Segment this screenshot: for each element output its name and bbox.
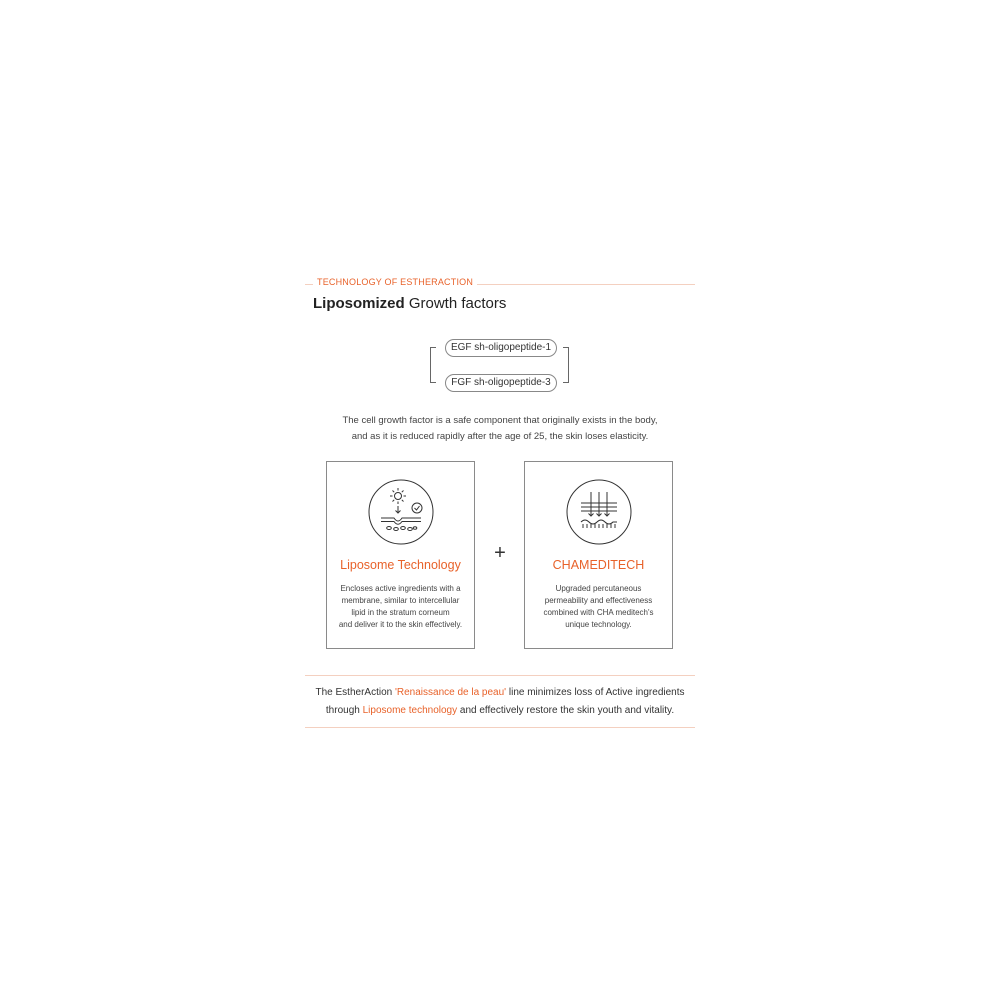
intro-line-1: The cell growth factor is a safe component that originally exists in the body, [342,415,658,426]
section-label: TECHNOLOGY OF ESTHERACTION [313,277,477,287]
card-desc-line: unique technology. [565,620,632,629]
liposome-technology-card [326,461,475,649]
card-desc-line: Upgraded percutaneous [555,584,642,593]
card-desc-line: permeability and effectiveness [544,596,653,605]
intro-line-2: and as it is reduced rapidly after the age of 25, the skin loses elasticity. [351,431,649,442]
summary-text-part: line minimizes loss of Active ingredients [506,687,685,698]
left-bracket [430,347,436,383]
summary-line-2 [300,702,700,720]
summary-accent: 'Renaissance de la peau' [394,687,507,698]
card-desc-line: Encloses active ingredients with a [340,584,461,593]
skin-permeation-icon [565,478,633,546]
summary-text-part: through [325,705,363,716]
summary-divider-bottom [305,727,695,728]
summary-text [300,684,700,720]
egf-pill: EGF sh-oligopeptide-1 [445,339,557,357]
card-desc-line: lipid in the stratum corneum [351,608,450,617]
chameditech-desc [525,583,672,631]
intro-text [300,413,700,445]
liposome-technology-desc [327,583,474,631]
page-title [313,295,506,312]
card-desc-line: combined with CHA meditech's [543,608,654,617]
sun-skin-absorption-icon [367,478,435,546]
card-desc-line: and deliver it to the skin effectively. [338,620,463,629]
summary-text-part: and effectively restore the skin youth and vitality. [457,705,675,716]
plus-sign: + [494,542,506,564]
chameditech-card [524,461,673,649]
page-title-bold: Liposomized [313,295,405,312]
liposome-technology-title: Liposome Technology [340,558,461,572]
right-bracket [563,347,569,383]
page-title-rest: Growth factors [404,295,507,312]
summary-text-part: The EstherAction [315,687,395,698]
summary-accent: Liposome technology [362,705,458,716]
card-desc-line: membrane, similar to intercellular [341,596,460,605]
section-label-row [305,276,695,292]
fgf-pill: FGF sh-oligopeptide-3 [445,374,557,392]
summary-divider-top [305,675,695,676]
chameditech-title: CHAMEDITECH [552,558,645,572]
summary-line-1 [300,684,700,702]
